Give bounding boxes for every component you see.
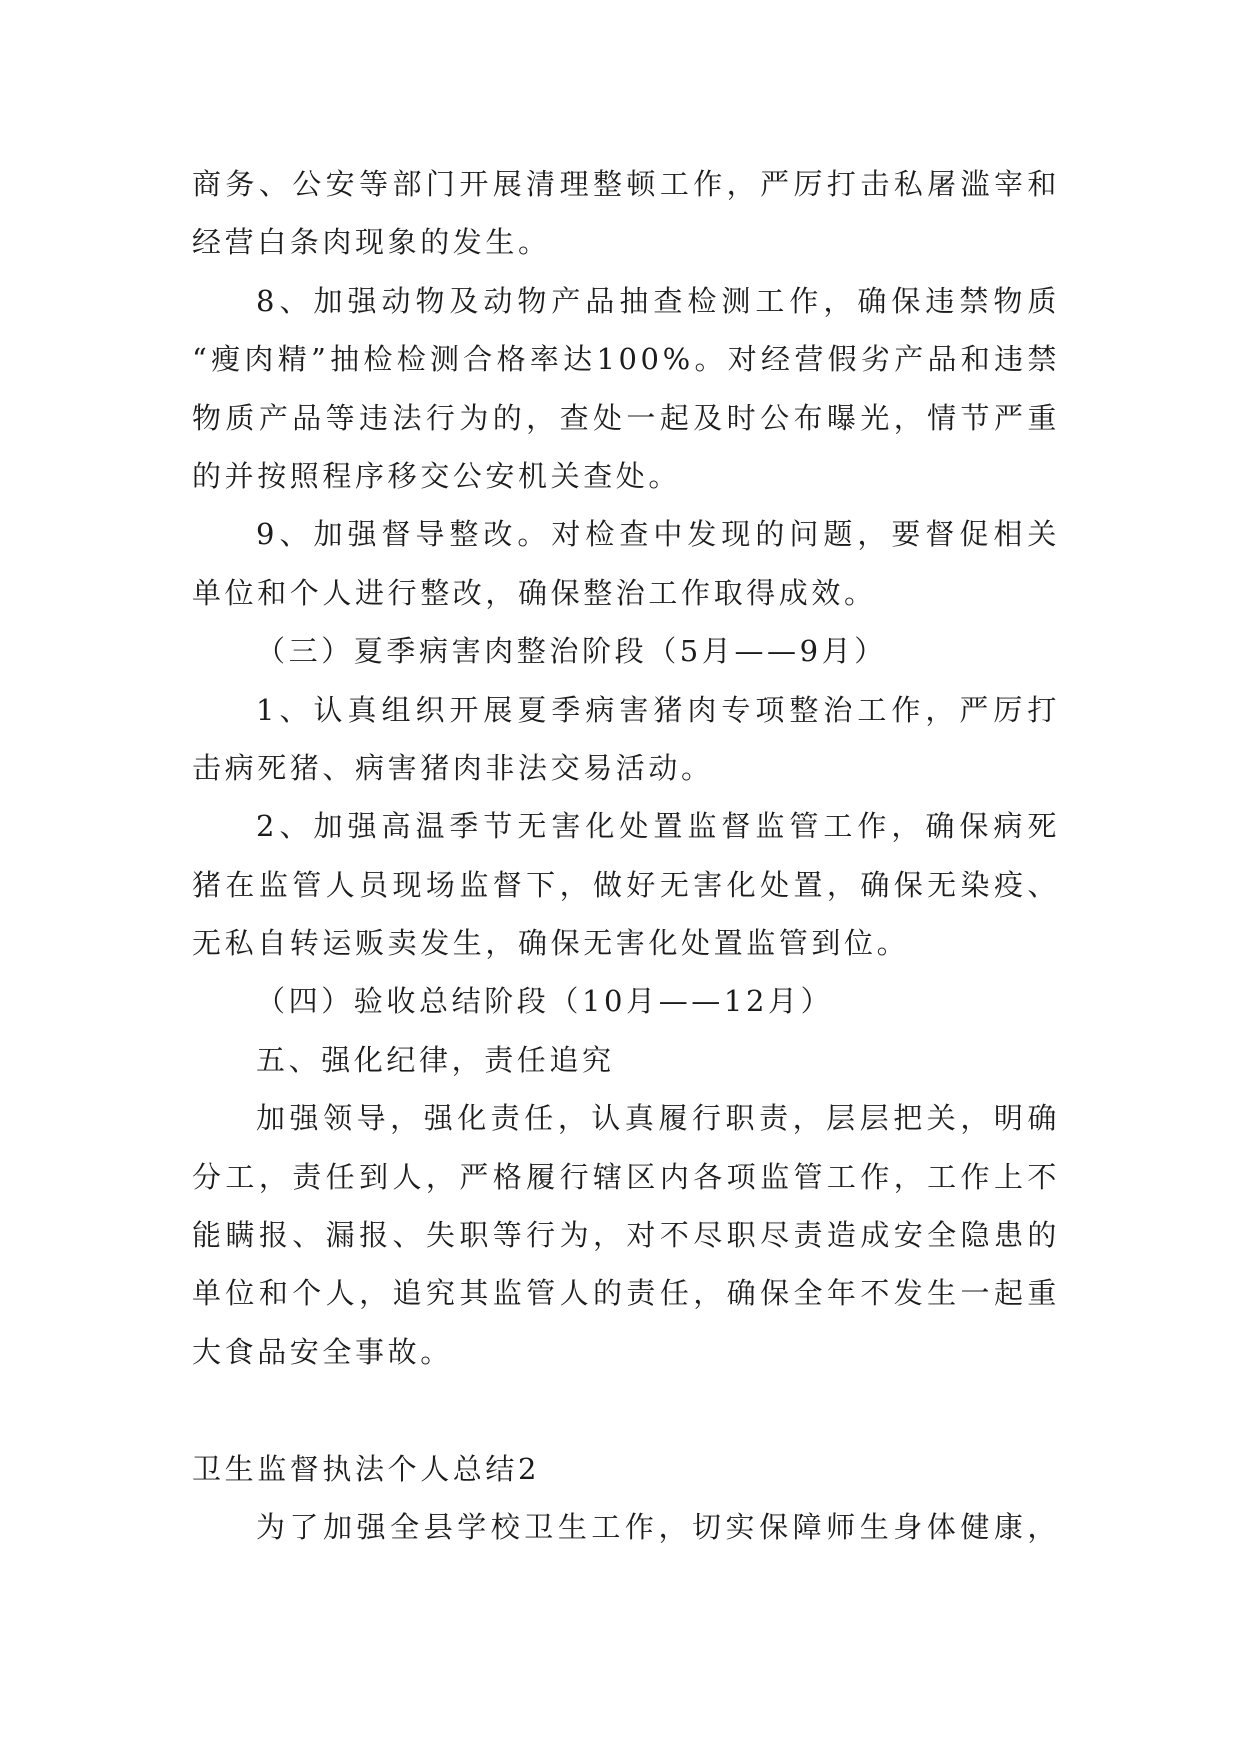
paragraph [192,155,1060,272]
text-line: 商务、公安等部门开展清理整顿工作，严厉打击私屠滥宰和 [192,167,1060,201]
text-line: 9、加强督导整改。对检查中发现的问题，要督促相关 [256,517,1060,552]
text-line: （三）夏季病害肉整治阶段（5月——9月） [256,634,887,669]
text-line: 大食品安全事故。 [192,1334,453,1369]
document-body [192,155,1060,1556]
text-line: 猪在监管人员现场监督下，做好无害化处置，确保无染疫、 [192,867,1060,902]
document-title: 卫生监督执法个人总结2 [192,1451,541,1486]
text-line: 能瞒报、漏报、失职等行为，对不尽职尽责造成安全隐患的 [192,1218,1060,1253]
text-line: 加强领导，强化责任，认真履行职责，层层把关，明确 [256,1101,1060,1136]
text-line: 经营白条肉现象的发生。 [192,225,551,260]
text-line: （四）验收总结阶段（10月——12月） [256,984,834,1019]
text-line: 五、强化纪律，责任追究 [256,1042,615,1077]
text-line: 为了加强全县学校卫生工作，切实保障师生身体健康， [256,1509,1060,1544]
text-line: 1、认真组织开展夏季病害猪肉专项整治工作，严厉打 [256,692,1060,727]
text-line: 分工，责任到人，严格履行辖区内各项监管工作，工作上不 [192,1159,1060,1194]
section-heading [192,622,1060,680]
text-line: 物质产品等违法行为的，查处一起及时公布曝光，情节严重 [192,400,1060,435]
paragraph [192,797,1060,972]
section-heading [192,1031,1060,1089]
paragraph [192,1498,1060,1556]
text-line: 的并按照程序移交公安机关查处。 [192,458,682,493]
text-line: 单位和个人进行整改，确保整治工作取得成效。 [192,575,877,610]
paragraph [192,272,1060,506]
text-line: 无私自转运贩卖发生，确保无害化处置监管到位。 [192,926,910,961]
paragraph [192,505,1060,622]
section-heading [192,972,1060,1030]
text-line: 击病死猪、病害猪肉非法交易活动。 [192,750,714,785]
text-line: 2、加强高温季节无害化处置监督监管工作，确保病死 [256,809,1060,844]
blank-line [192,1381,1060,1439]
text-line: “瘦肉精”抽检检测合格率达100%。对经营假劣产品和违禁 [192,342,1060,377]
text-line: 单位和个人，追究其监管人的责任，确保全年不发生一起重 [192,1276,1060,1311]
paragraph [192,681,1060,798]
text-line: 8、加强动物及动物产品抽查检测工作，确保违禁物质 [256,283,1060,318]
paragraph [192,1089,1060,1381]
